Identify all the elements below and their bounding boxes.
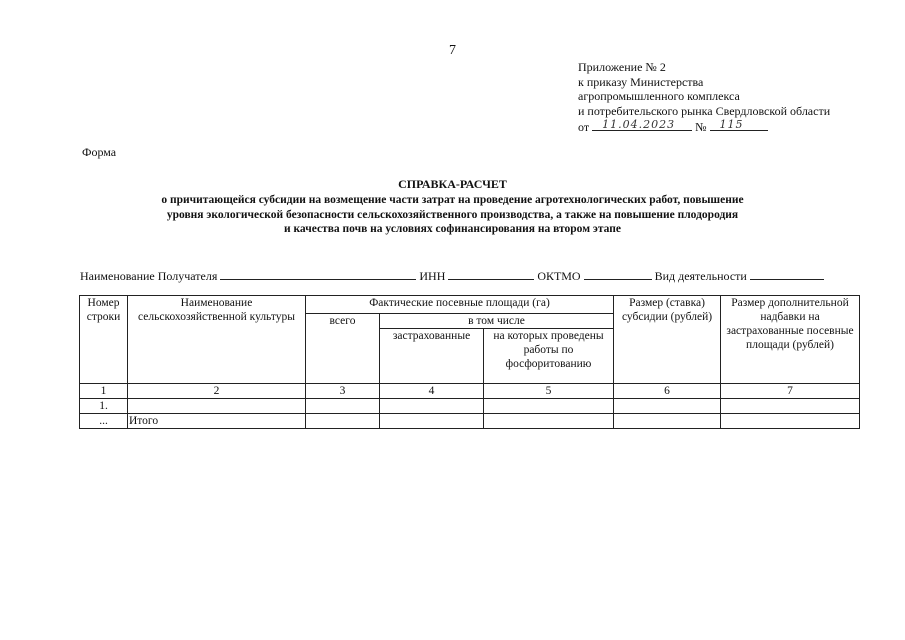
inn-label: ИНН [419, 269, 446, 283]
document-subtitle [120, 193, 785, 237]
column-number: 5 [484, 384, 614, 399]
recipient-blank [220, 268, 416, 280]
activity-label: Вид деятельности [654, 269, 747, 283]
document-title: СПРАВКА-РАСЧЕТ [398, 177, 507, 191]
column-number: 4 [380, 384, 484, 399]
table-cell [306, 399, 380, 414]
header-actual-area: Фактические посевные площади (га) [306, 296, 614, 314]
table-row [80, 399, 860, 414]
activity-blank [750, 268, 824, 280]
header-phosphorite: на которых проведены работы по фосфоритованию [484, 329, 614, 384]
table-cell [484, 399, 614, 414]
table-row-total [80, 414, 860, 429]
subtitle-line: о причитающейся субсидии на возмещение части затрат на проведение агротехнологических работ, повышение [161, 194, 744, 206]
inn-blank [448, 268, 534, 280]
table-cell [484, 414, 614, 429]
number-blank [710, 118, 768, 131]
date-prefix: от [578, 120, 590, 135]
header-including: в том числе [380, 314, 614, 329]
page-number: 7 [449, 43, 456, 58]
subtitle-line: уровня экологической безопасности сельскохозяйственного производства, а также на повышение плодородия [166, 208, 739, 221]
header-rate: Размер (ставка) субсидии (рублей) [614, 296, 721, 384]
table-cell [380, 399, 484, 414]
appendix-line: и потребительского рынка Свердловской области [578, 103, 831, 118]
table-cell: 1. [80, 399, 128, 414]
appendix-block [578, 60, 830, 135]
table-cell [614, 399, 721, 414]
header-crop-name: Наименование сельскохозяйственной культуры [128, 296, 306, 384]
table-cell [614, 414, 721, 429]
column-number: 2 [128, 384, 306, 399]
table-cell: ... [80, 414, 128, 429]
oktmo-label: ОКТМО [537, 269, 581, 283]
oktmo-blank [584, 268, 652, 280]
appendix-line: Приложение № 2 [578, 60, 666, 74]
appendix-line: к приказу Министерства [578, 74, 704, 89]
header-surcharge: Размер дополнительной надбавки на застрахованные посевные площади (рублей) [721, 296, 860, 384]
appendix-line: агропромышленного комплекса [578, 89, 740, 104]
table-cell [306, 414, 380, 429]
recipient-line [80, 268, 824, 284]
appendix-date-line [578, 118, 830, 135]
subsidy-table [79, 295, 860, 429]
form-label: Форма [82, 145, 117, 159]
subtitle-line: и качества почв на условиях софинансирования на втором этапе [283, 223, 622, 236]
table-cell-total-label: Итого [128, 414, 306, 429]
handwritten-number: 115 [719, 117, 744, 131]
table-cell [128, 399, 306, 414]
column-number: 1 [80, 384, 128, 399]
table-cell [380, 414, 484, 429]
header-insured: застрахованные [380, 329, 484, 384]
header-total: всего [306, 314, 380, 384]
number-prefix: № [695, 120, 707, 135]
column-number: 6 [614, 384, 721, 399]
header-row-number: Номер строки [80, 296, 128, 384]
column-number: 7 [721, 384, 860, 399]
column-number-row [80, 384, 860, 399]
column-number: 3 [306, 384, 380, 399]
handwritten-date: 11.04.2023 [602, 117, 676, 131]
table-cell [721, 414, 860, 429]
table-cell [721, 399, 860, 414]
date-blank [592, 118, 692, 131]
recipient-label: Наименование Получателя [80, 269, 218, 283]
